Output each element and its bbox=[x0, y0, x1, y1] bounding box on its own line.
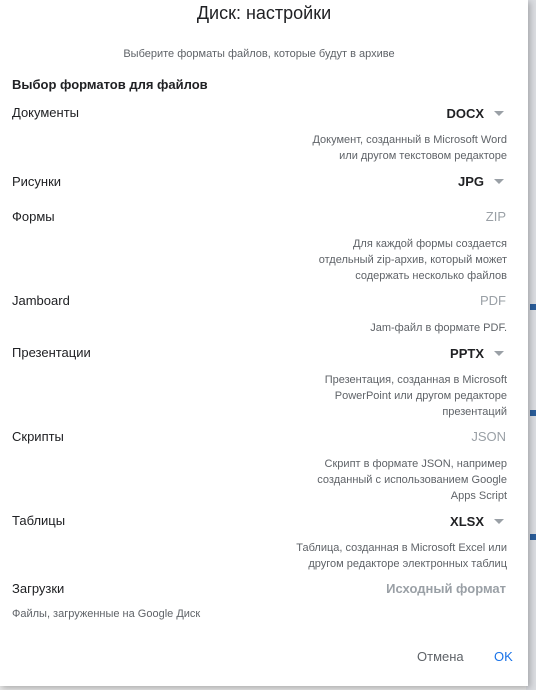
uploads-label: Загрузки bbox=[12, 581, 65, 596]
background-marker bbox=[530, 534, 536, 540]
documents-format-value: DOCX bbox=[446, 106, 484, 121]
presentations-label: Презентации bbox=[12, 345, 91, 360]
forms-label: Формы bbox=[12, 209, 55, 224]
chevron-down-icon bbox=[494, 111, 504, 116]
drawings-format-dropdown[interactable] bbox=[458, 174, 504, 189]
background-marker bbox=[530, 410, 536, 416]
spreadsheets-description bbox=[296, 540, 507, 572]
uploads-format-value: Исходный формат bbox=[386, 581, 506, 596]
background-marker bbox=[530, 304, 536, 310]
description-line: другом редакторе электронных таблиц bbox=[308, 558, 507, 570]
uploads-description: Файлы, загруженные на Google Диск bbox=[12, 608, 201, 620]
chevron-down-icon bbox=[494, 179, 504, 184]
documents-label: Документы bbox=[12, 105, 80, 120]
scripts-label: Скрипты bbox=[12, 429, 64, 444]
spreadsheets-label: Таблицы bbox=[12, 513, 66, 528]
spreadsheets-format-dropdown[interactable] bbox=[450, 514, 504, 529]
jamboard-label: Jamboard bbox=[12, 293, 70, 308]
description-line: Для каждой формы создается bbox=[352, 238, 507, 250]
dialog-title: Диск: настройки bbox=[196, 3, 332, 23]
description-line: Презентация, созданная в Microsoft bbox=[324, 374, 507, 386]
drawings-format-value: JPG bbox=[457, 174, 484, 189]
scripts-description bbox=[317, 456, 507, 504]
description-line: созданный с использованием Google bbox=[317, 474, 507, 486]
description-line: Документ, созданный в Microsoft Word bbox=[312, 134, 507, 146]
forms-description bbox=[319, 236, 507, 284]
documents-format-dropdown[interactable] bbox=[446, 106, 504, 121]
ok-button[interactable]: OK bbox=[494, 649, 513, 664]
chevron-down-icon bbox=[494, 519, 504, 524]
description-line: Apps Script bbox=[450, 490, 507, 502]
description-line: отдельный zip-архив, который может bbox=[318, 254, 507, 266]
description-line: Jam-файл в формате PDF. bbox=[370, 322, 507, 334]
documents-description bbox=[312, 132, 507, 164]
jamboard-description bbox=[370, 320, 507, 336]
description-line: или другом текстовом редакторе bbox=[339, 150, 507, 162]
jamboard-format-value: PDF bbox=[480, 293, 506, 308]
description-line: Таблица, созданная в Microsoft Excel или bbox=[296, 542, 507, 554]
presentations-format-dropdown[interactable] bbox=[450, 346, 504, 361]
scripts-format-value: JSON bbox=[471, 429, 506, 444]
description-line: Скрипт в формате JSON, например bbox=[324, 458, 507, 470]
forms-format-value: ZIP bbox=[485, 209, 506, 224]
chevron-down-icon bbox=[494, 351, 504, 356]
presentations-description bbox=[325, 372, 507, 420]
spreadsheets-format-value: XLSX bbox=[450, 514, 484, 529]
description-line: презентаций bbox=[442, 406, 507, 418]
description-line: PowerPoint или другом редакторе bbox=[334, 390, 507, 402]
dialog-subtitle: Выберите форматы файлов, которые будут в архиве bbox=[123, 48, 395, 60]
section-heading: Выбор форматов для файлов bbox=[12, 77, 208, 92]
drawings-label: Рисунки bbox=[12, 174, 62, 189]
description-line: содержать несколько файлов bbox=[355, 270, 507, 282]
presentations-format-value: PPTX bbox=[450, 346, 484, 361]
cancel-button[interactable]: Отмена bbox=[417, 649, 464, 664]
